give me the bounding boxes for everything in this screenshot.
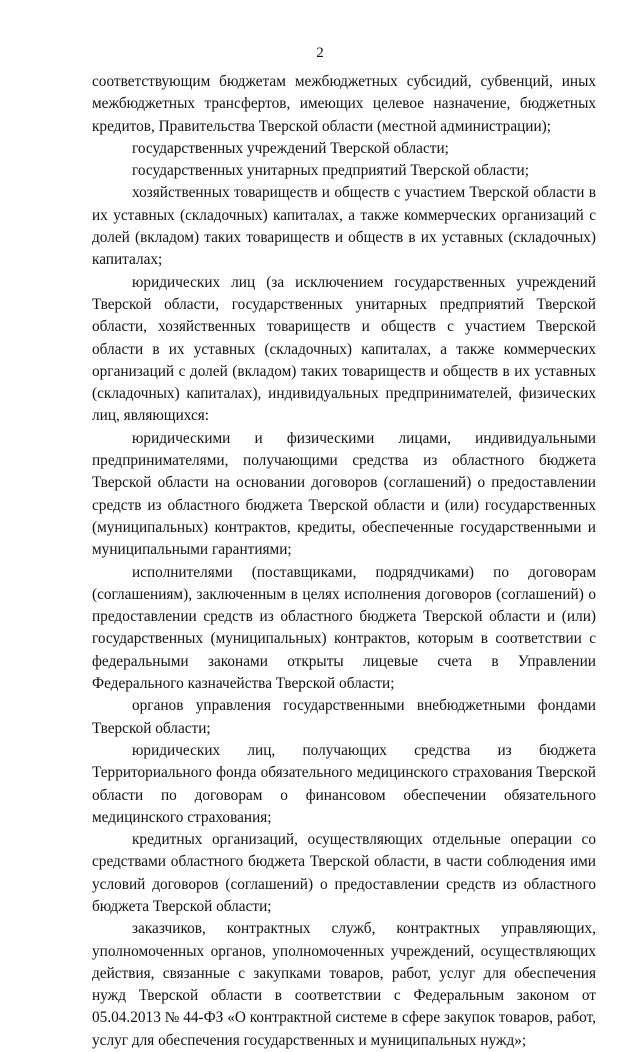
paragraph: хозяйственных товариществ и обществ с участием Тверской области в их уставных (складочных) капиталах, а также коммерческих организаций с долей (вкладом) таких товариществ и обществ в их уставных (складочных) капиталах; (92, 184, 596, 269)
paragraph: кредитных организаций, осуществляющих отдельные операции со средствами областного бюджета Тверской области, в части соблюдения ими условий договоров (соглашений) о предоставлении средств из областного бюджета Тверской области; (92, 831, 596, 915)
page-number: 2 (316, 45, 324, 61)
paragraph: юридических лиц (за исключением государственных учреждений Тверской области, государственных унитарных предприятий Тверской области, хозяйственных товариществ и обществ с участием Тверской области в их уставных (складочных) капиталах, а также коммерческих организаций с долей (вкладом) таких товариществ и обществ в их уставных (складочных) капиталах), индивидуальных предпринимателей, физических лиц, являющихся: (92, 273, 596, 425)
paragraph: заказчиков, контрактных служб, контрактных управляющих, уполномоченных органов, уполномоченных учреждений, осуществляющих действия, связанные с закупками товаров, работ, услуг для обеспечения нужд Тверской области в соответствии с Федеральным законом от 05.04.2013 № 44-ФЗ «О контрактной системе в сфере закупок товаров, работ, услуг для обеспечения государственных и муниципальных нужд»; (92, 920, 596, 1049)
paragraph: исполнителями (поставщиками, подрядчиками) по договорам (соглашениям), заключенным в целях исполнения договоров (соглашений) о предоставлении средств из областного бюджета Тверской области и (или) государственных (муниципальных) контрактов, которым в соответствии с федеральными законами открыты лицевые счета в Управлении Федерального казначейства Тверской области; (92, 563, 596, 693)
paragraph: юридических лиц, получающих средства из бюджета Территориального фонда обязательного медицинского страхования Тверской области по договорам о финансовом обеспечении обязательного медицинского страхования; (92, 741, 596, 826)
paragraph: государственных унитарных предприятий Тверской области; (132, 162, 529, 180)
paragraph: государственных учреждений Тверской области; (132, 139, 449, 157)
paragraph: соответствующим бюджетам межбюджетных субсидий, субвенций, иных межбюджетных трансфертов, имеющих целевое назначение, бюджетных кредитов, Правительства Тверской области (местной администрации); (92, 73, 596, 135)
paragraph: органов управления государственными внебюджетными фондами Тверской области; (92, 697, 596, 737)
paragraph: юридическими и физическими лицами, индивидуальными предпринимателями, получающими средства из областного бюджета Тверской области на основании договоров (соглашений) о предоставлении средств из областного бюджета Тверской области и (или) государственных (муниципальных) контрактов, кредиты, обеспеченные государственными и муниципальными гарантиями; (92, 429, 596, 559)
